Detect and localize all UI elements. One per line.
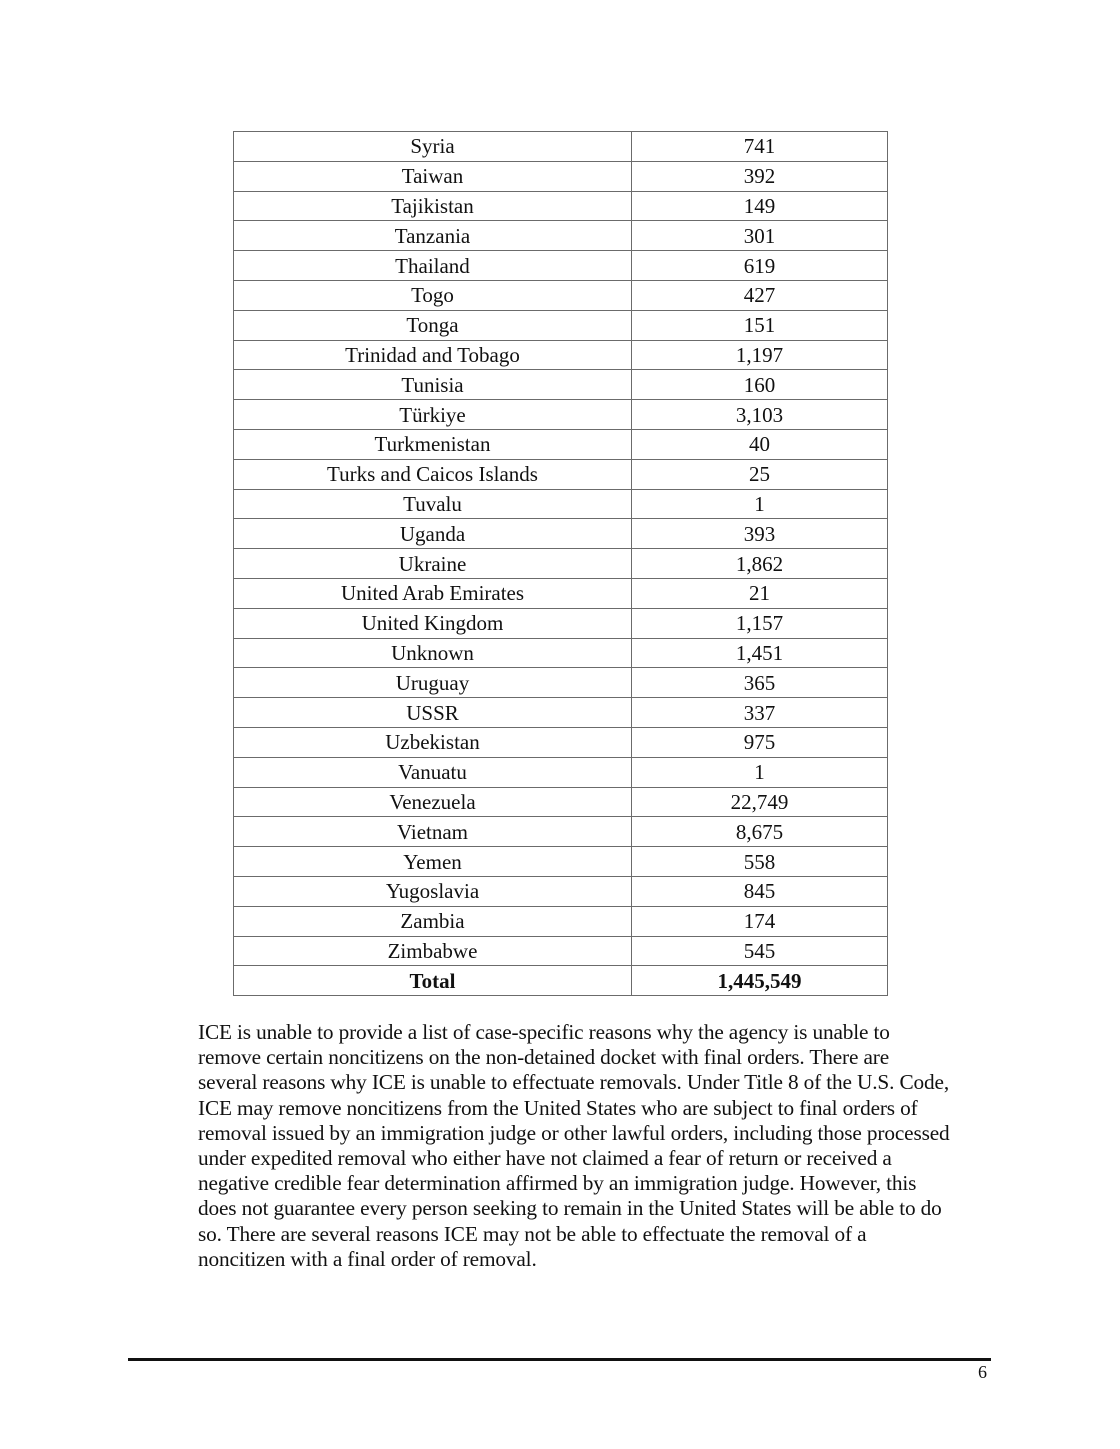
count-cell: 558 — [632, 847, 888, 877]
paragraph-line: so. There are several reasons ICE may not be able to effectuate the removal of a — [198, 1221, 867, 1246]
paragraph-line: does not guarantee every person seeking to remain in the United States will be able to do — [198, 1196, 942, 1221]
country-cell: Vanuatu — [234, 757, 632, 787]
table-row — [234, 280, 888, 310]
page-number: 6 — [978, 1362, 987, 1382]
country-cell: United Kingdom — [234, 608, 632, 638]
table-row — [234, 549, 888, 579]
count-cell: 427 — [632, 280, 888, 310]
count-cell: 365 — [632, 668, 888, 698]
table-row — [234, 400, 888, 430]
footer-rule — [128, 1358, 991, 1361]
table-row — [234, 310, 888, 340]
country-cell: Uruguay — [234, 668, 632, 698]
country-cell: Venezuela — [234, 787, 632, 817]
country-cell: USSR — [234, 698, 632, 728]
paragraph-line: several reasons why ICE is unable to effectuate removals. Under Title 8 of the U.S. Code, — [198, 1070, 949, 1095]
count-cell: 149 — [632, 191, 888, 221]
table-row — [234, 906, 888, 936]
count-cell: 392 — [632, 161, 888, 191]
count-cell: 975 — [632, 727, 888, 757]
country-cell: Syria — [234, 132, 632, 162]
country-cell: Tajikistan — [234, 191, 632, 221]
body-paragraph — [198, 1020, 998, 1272]
count-cell: 40 — [632, 429, 888, 459]
count-cell: 3,103 — [632, 400, 888, 430]
table-row — [234, 578, 888, 608]
count-cell: 393 — [632, 519, 888, 549]
count-cell: 619 — [632, 251, 888, 281]
country-cell: Tuvalu — [234, 489, 632, 519]
table-row — [234, 757, 888, 787]
table-row — [234, 221, 888, 251]
country-cell: Thailand — [234, 251, 632, 281]
country-cell: United Arab Emirates — [234, 578, 632, 608]
country-count-table — [233, 131, 888, 996]
table-row — [234, 429, 888, 459]
table-row — [234, 817, 888, 847]
country-cell: Yemen — [234, 847, 632, 877]
country-cell: Vietnam — [234, 817, 632, 847]
country-cell: Zimbabwe — [234, 936, 632, 966]
paragraph-line: ICE is unable to provide a list of case-specific reasons why the agency is unable to — [198, 1020, 890, 1044]
total-count: 1,445,549 — [632, 966, 888, 996]
count-cell: 845 — [632, 876, 888, 906]
country-cell: Türkiye — [234, 400, 632, 430]
paragraph-line: noncitizen with a final order of removal. — [198, 1246, 537, 1271]
paragraph-line: ICE may remove noncitizens from the United States who are subject to final orders of — [198, 1095, 918, 1120]
table-row — [234, 191, 888, 221]
count-cell: 151 — [632, 310, 888, 340]
country-cell: Tanzania — [234, 221, 632, 251]
table-row — [234, 251, 888, 281]
total-row — [234, 966, 888, 996]
country-cell: Tunisia — [234, 370, 632, 400]
table-row — [234, 787, 888, 817]
country-cell: Uganda — [234, 519, 632, 549]
table-row — [234, 459, 888, 489]
table-row — [234, 698, 888, 728]
count-cell: 8,675 — [632, 817, 888, 847]
count-cell: 301 — [632, 221, 888, 251]
country-cell: Unknown — [234, 638, 632, 668]
count-cell: 545 — [632, 936, 888, 966]
paragraph-line: negative credible fear determination affirmed by an immigration judge. However, this — [198, 1171, 917, 1196]
country-cell: Zambia — [234, 906, 632, 936]
count-cell: 1,197 — [632, 340, 888, 370]
total-label: Total — [234, 966, 632, 996]
table-row — [234, 847, 888, 877]
count-cell: 160 — [632, 370, 888, 400]
table-row — [234, 132, 888, 162]
country-cell: Yugoslavia — [234, 876, 632, 906]
paragraph-line: removal issued by an immigration judge or other lawful orders, including those processed — [198, 1120, 950, 1145]
table-row — [234, 727, 888, 757]
count-cell: 25 — [632, 459, 888, 489]
paragraph-line: under expedited removal who either have not claimed a fear of return or received a — [198, 1146, 892, 1171]
table-row — [234, 340, 888, 370]
table-row — [234, 668, 888, 698]
country-cell: Turks and Caicos Islands — [234, 459, 632, 489]
table-row — [234, 489, 888, 519]
country-cell: Taiwan — [234, 161, 632, 191]
country-cell: Turkmenistan — [234, 429, 632, 459]
country-cell: Togo — [234, 280, 632, 310]
count-cell: 1 — [632, 489, 888, 519]
count-cell: 337 — [632, 698, 888, 728]
count-cell: 21 — [632, 578, 888, 608]
country-cell: Tonga — [234, 310, 632, 340]
table-row — [234, 519, 888, 549]
table-row — [234, 370, 888, 400]
count-cell: 1,451 — [632, 638, 888, 668]
count-cell: 174 — [632, 906, 888, 936]
country-cell: Uzbekistan — [234, 727, 632, 757]
table-row — [234, 936, 888, 966]
count-cell: 1,157 — [632, 608, 888, 638]
table-row — [234, 876, 888, 906]
count-cell: 1,862 — [632, 549, 888, 579]
count-cell: 1 — [632, 757, 888, 787]
country-cell: Ukraine — [234, 549, 632, 579]
table-row — [234, 161, 888, 191]
paragraph-line: remove certain noncitizens on the non-detained docket with final orders. There are — [198, 1045, 890, 1070]
table-row — [234, 608, 888, 638]
count-cell: 22,749 — [632, 787, 888, 817]
country-cell: Trinidad and Tobago — [234, 340, 632, 370]
table-body — [234, 132, 888, 996]
count-cell: 741 — [632, 132, 888, 162]
table-row — [234, 638, 888, 668]
